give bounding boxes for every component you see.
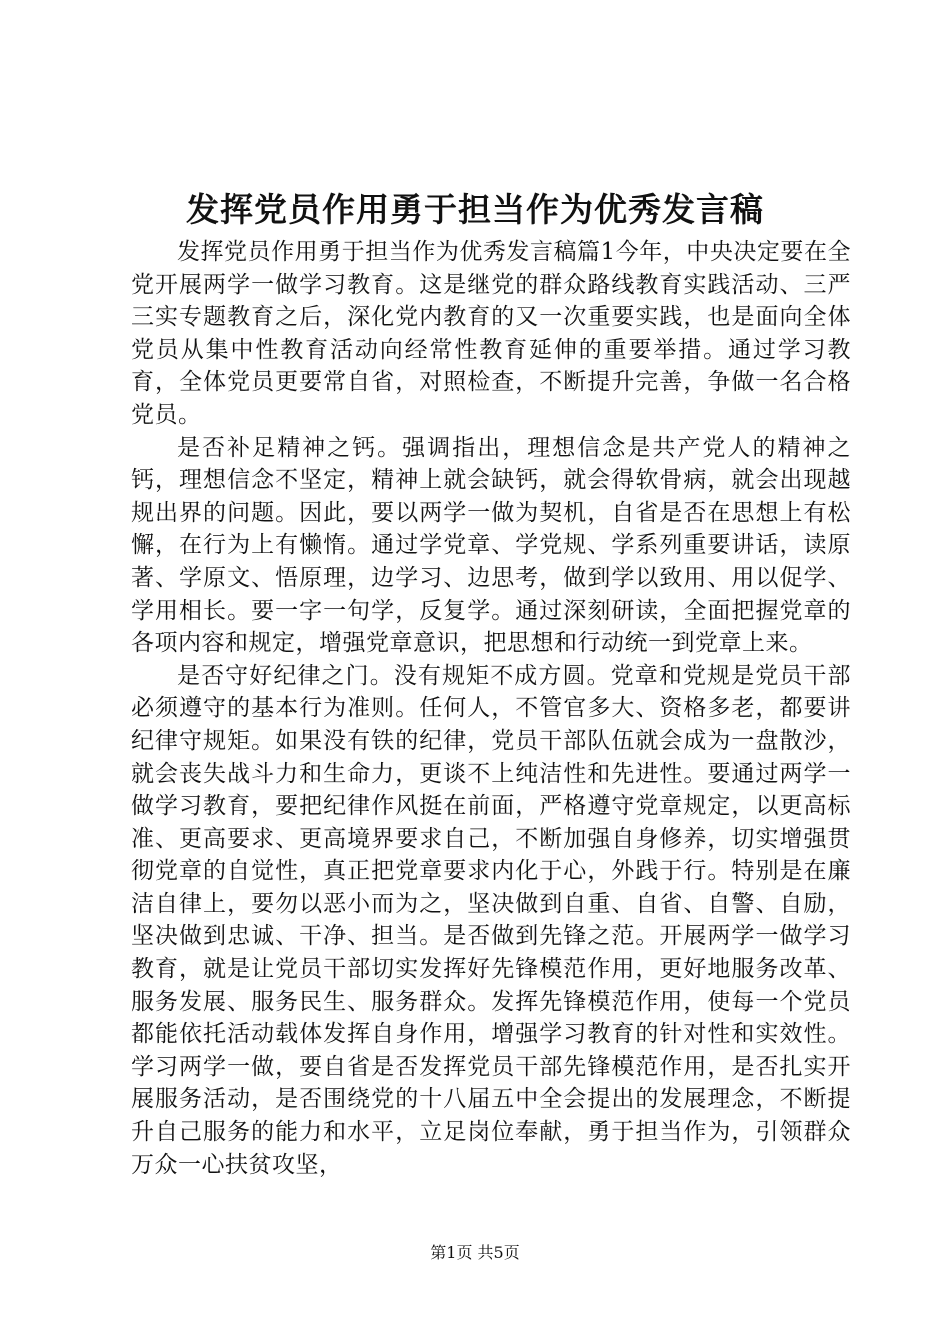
paragraph-1: 发挥党员作用勇于担当作为优秀发言稿篇1今年，中央决定要在全党开展两学一做学习教育。这是继党的群众路线教育实践活动、三严三实专题教育之后，深化党内教育的又一次重要实践，也是面向全体党员从集中性教育活动向经常性教育延伸的重要举措。通过学习教育，全体党员更要常自省，对照检查，不断提升完善，争做一名合格党员。: [131, 239, 851, 428]
paragraph-3: 是否守好纪律之门。没有规矩不成方圆。党章和党规是党员干部必须遵守的基本行为准则。任何人，不管官多大、资格多老，都要讲纪律守规矩。如果没有铁的纪律，党员干部队伍就会成为一盘散沙，就会丧失战斗力和生命力，更谈不上纯洁性和先进性。要通过两学一做学习教育，要把纪律作风挺在前面，严格遵守党章规定，以更高标准、更高要求、更高境界要求自己，不断加强自身修养，切实增强贯彻党章的自觉性，真正把党章要求内化于心，外践于行。特别是在廉洁自律上，要勿以恶小而为之，坚决做到自重、自省、自警、自励，坚决做到忠诚、干净、担当。是否做到先锋之范。开展两学一做学习教育，就是让党员干部切实发挥好先锋模范作用，更好地服务改革、服务发展、服务民生、服务群众。发挥先锋模范作用，使每一个党员都能依托活动载体发挥自身作用，增强学习教育的针对性和实效性。学习两学一做，要自省是否发挥党员干部先锋模范作用，是否扎实开展服务活动，是否围绕党的十八届五中全会提出的发展理念，不断提升自己服务的能力和水平，立足岗位奉献，勇于担当作为，引领群众万众一心扶贫攻坚，: [131, 662, 851, 1178]
page-number-footer: 第1页 共5页: [430, 1243, 520, 1262]
document-title: 发挥党员作用勇于担当作为优秀发言稿: [186, 190, 764, 229]
document-body: [131, 236, 851, 1181]
paragraph-2: 是否补足精神之钙。强调指出，理想信念是共产党人的精神之钙，理想信念不坚定，精神上就会缺钙，就会得软骨病，就会出现越规出界的问题。因此，要以两学一做为契机，自省是否在思想上有松懈，在行为上有懒惰。通过学党章、学党规、学系列重要讲话，读原著、学原文、悟原理，边学习、边思考，做到学以致用、用以促学、学用相长。要一字一句学，反复学。通过深刻研读，全面把握党章的各项内容和规定，增强党章意识，把思想和行动统一到党章上来。: [131, 434, 851, 657]
